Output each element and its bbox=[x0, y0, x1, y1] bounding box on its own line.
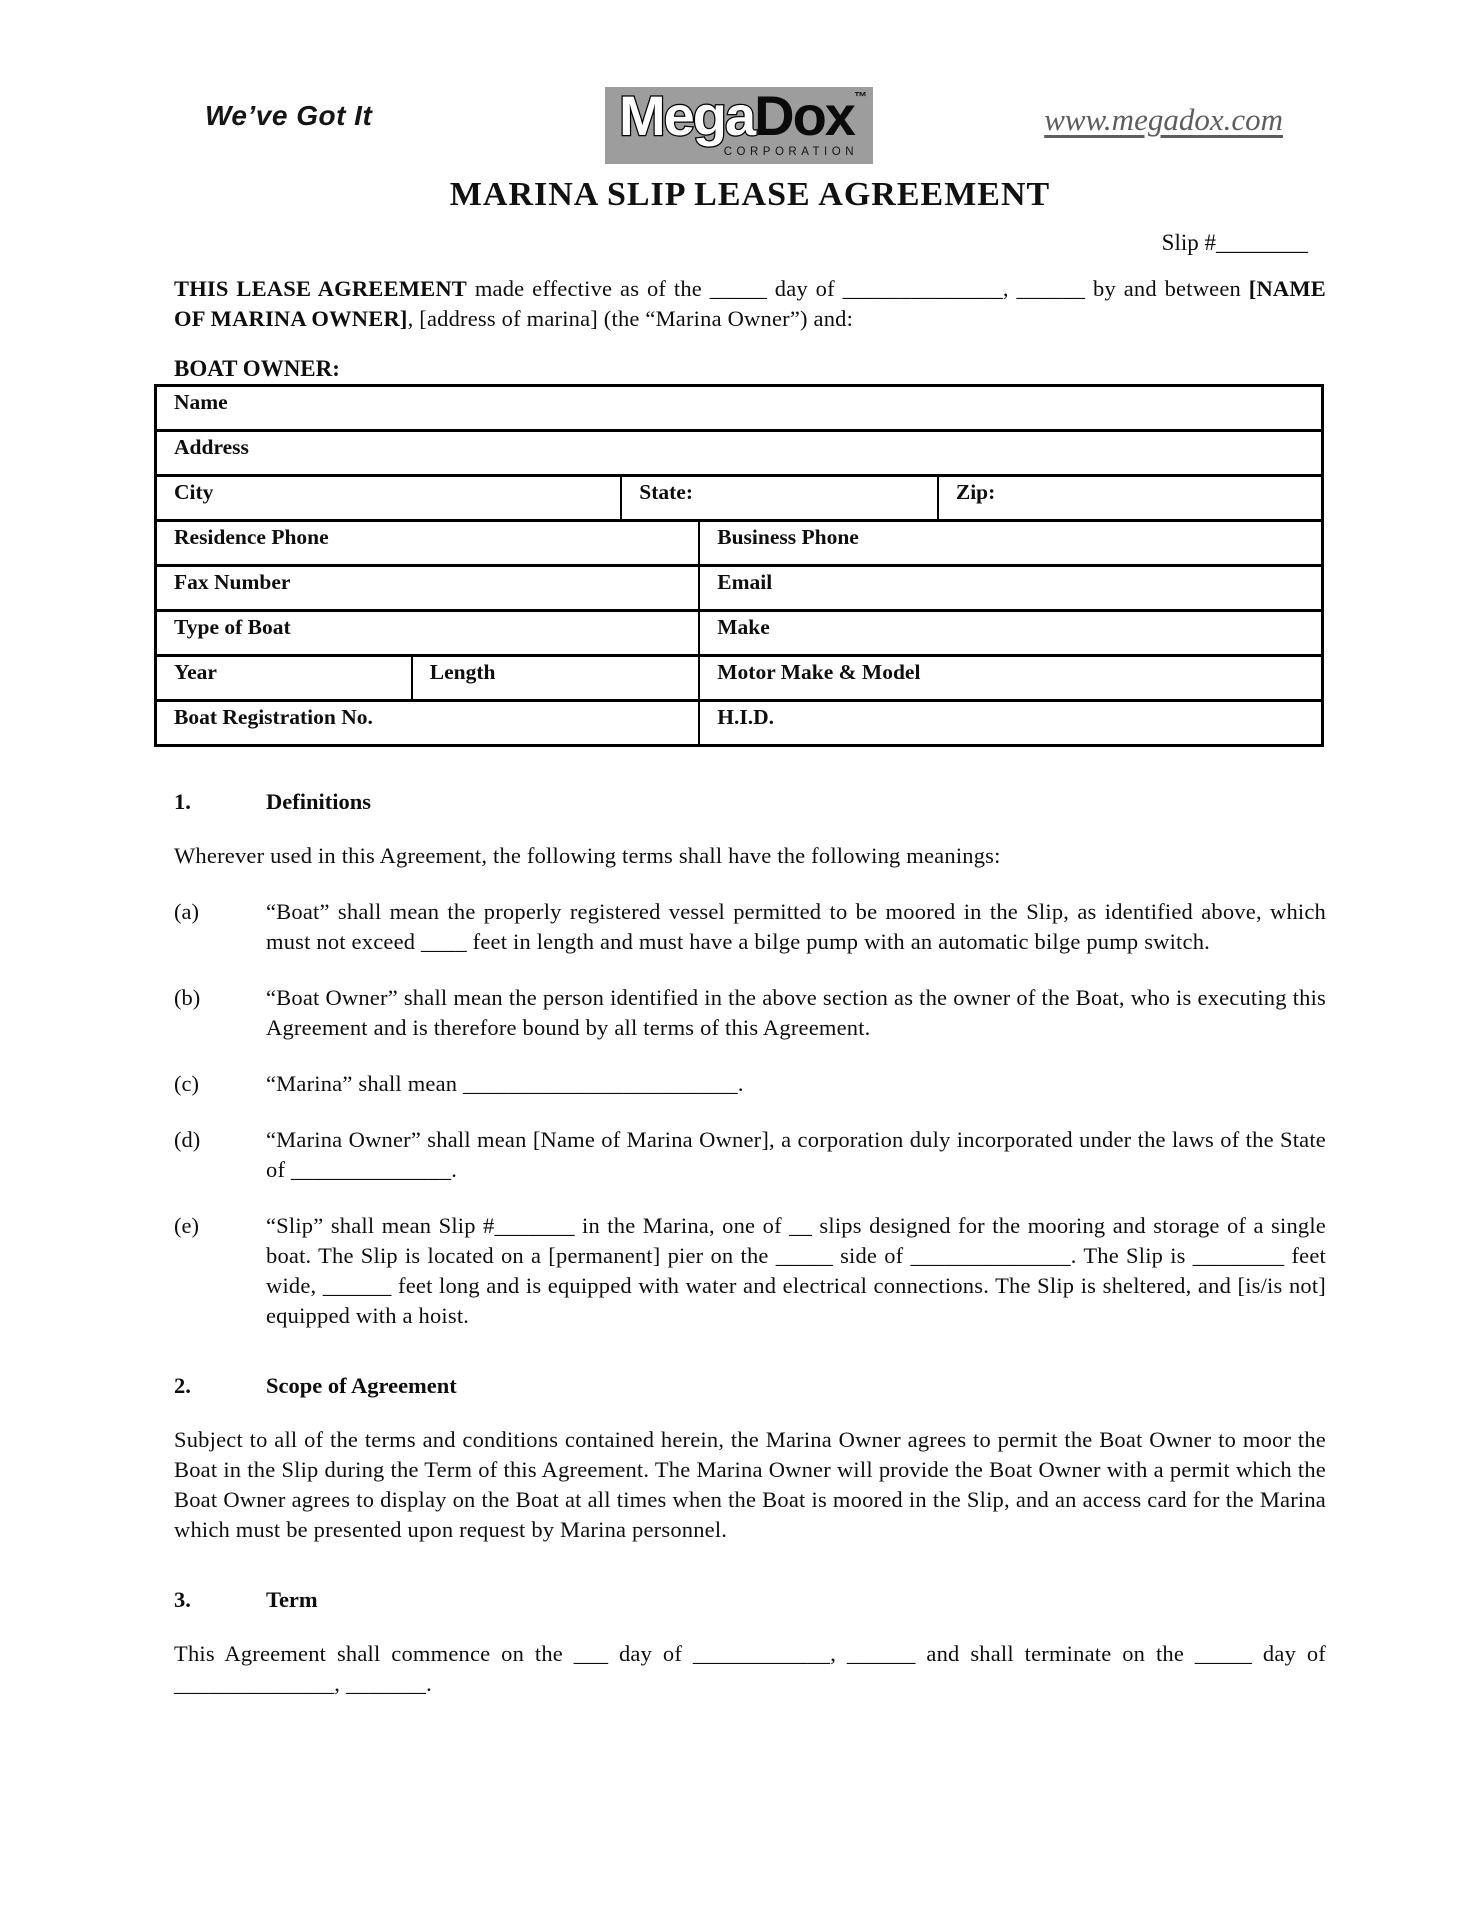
field-city-label: City bbox=[174, 480, 214, 504]
tagline: We’ve Got It bbox=[205, 100, 373, 131]
section-2-title: Scope of Agreement bbox=[266, 1373, 457, 1398]
definition-text-c: “Marina” shall mean ________________________. bbox=[266, 1071, 744, 1096]
field-year-label: Year bbox=[174, 660, 217, 684]
field-hid-label: H.I.D. bbox=[698, 702, 1321, 744]
definition-text-a: “Boat” shall mean the properly registered vessel permitted to be moored in the Slip, as identified above, which must not exceed ____ feet in length and must have a bilge pump with an automatic bilge pump switch. bbox=[266, 899, 1326, 954]
logo-dox-text: Dox bbox=[754, 84, 854, 147]
definition-label-c: (c) bbox=[174, 1071, 199, 1096]
logo-mega-text: Mega bbox=[619, 84, 755, 147]
field-zip-label: Zip: bbox=[937, 477, 1321, 519]
section-1-title: Definitions bbox=[266, 789, 372, 814]
table-row-name bbox=[157, 387, 1321, 429]
table-row-fax-email bbox=[157, 564, 1321, 609]
definition-item-d bbox=[174, 1125, 1326, 1185]
definition-item-b bbox=[174, 983, 1326, 1043]
intro-text-1: made effective as of the _____ day of ______________, ______ by and between bbox=[467, 276, 1249, 301]
field-make-label: Make bbox=[698, 612, 1321, 654]
document-title: MARINA SLIP LEASE AGREEMENT bbox=[449, 176, 1051, 213]
definition-label-a: (a) bbox=[174, 899, 199, 924]
slip-number-field: Slip #________ bbox=[1161, 230, 1308, 255]
intro-text-2: , [address of marina] (the “Marina Owner”) and: bbox=[407, 306, 854, 331]
megadox-logo bbox=[605, 84, 873, 164]
definition-label-d: (d) bbox=[174, 1127, 201, 1152]
field-state-label: State: bbox=[620, 477, 937, 519]
scope-paragraph: Subject to all of the terms and conditions contained herein, the Marina Owner agrees to permit the Boat Owner to moor the Boat in the Slip during the Term of this Agreement. The Marina Owner will provide the Boat Owner with a permit which the Boat Owner agrees to display on the Boat at all times when the Boat is moored in the Slip, and an access card for the Marina which must be presented upon request by Marina personnel. bbox=[174, 1427, 1326, 1542]
table-row-registration-hid bbox=[157, 699, 1321, 744]
field-address-label: Address bbox=[174, 435, 249, 459]
table-row-address bbox=[157, 429, 1321, 474]
boat-owner-table bbox=[154, 384, 1324, 747]
field-name-label: Name bbox=[174, 390, 228, 414]
field-business-phone-label: Business Phone bbox=[698, 522, 1321, 564]
section-2-heading bbox=[174, 1373, 1326, 1399]
website-url: www.megadox.com bbox=[1044, 102, 1283, 137]
definition-text-d: “Marina Owner” shall mean [Name of Marina Owner], a corporation duly incorporated under the laws of the State of ______________. bbox=[266, 1127, 1326, 1182]
definition-label-e: (e) bbox=[174, 1213, 199, 1238]
section-3-title: Term bbox=[266, 1587, 318, 1612]
field-residence-phone-label: Residence Phone bbox=[174, 525, 329, 549]
field-motor-make-model-label: Motor Make & Model bbox=[698, 657, 1321, 699]
table-row-phones bbox=[157, 519, 1321, 564]
definition-item-c bbox=[174, 1069, 1326, 1099]
trademark-symbol: ™ bbox=[853, 89, 867, 104]
table-row-city-state-zip bbox=[157, 474, 1321, 519]
definition-item-e bbox=[174, 1211, 1326, 1331]
field-fax-number-label: Fax Number bbox=[174, 570, 291, 594]
section-1-heading bbox=[174, 789, 1326, 815]
definition-label-b: (b) bbox=[174, 985, 201, 1010]
intro-bold-lease-agreement: THIS LEASE AGREEMENT bbox=[174, 276, 468, 301]
boat-owner-heading: BOAT OWNER: bbox=[174, 356, 340, 381]
table-row-year-length-motor bbox=[157, 654, 1321, 699]
intro-paragraph bbox=[174, 274, 1326, 334]
field-email-label: Email bbox=[698, 567, 1321, 609]
logo-wordmark bbox=[619, 83, 867, 148]
intro-bold-marina-owner: [NAME OF MARINA OWNER] bbox=[174, 276, 1326, 331]
section-1-number: 1. bbox=[174, 789, 191, 814]
section-3-number: 3. bbox=[174, 1587, 191, 1612]
field-length-label: Length bbox=[411, 657, 699, 699]
definition-item-a bbox=[174, 897, 1326, 957]
table-row-type-make bbox=[157, 609, 1321, 654]
document-content bbox=[0, 176, 1483, 1699]
field-type-of-boat-label: Type of Boat bbox=[174, 615, 291, 639]
section-2-number: 2. bbox=[174, 1373, 191, 1398]
definition-text-e: “Slip” shall mean Slip #_______ in the Marina, one of __ slips designed for the mooring and storage of a single boat. The Slip is located on a [permanent] pier on the _____ side of ______________. The Slip is ________ feet wide, ______ feet long and is equipped with water and electrical connections. The Slip is sheltered, and [is/is not] equipped with a hoist. bbox=[266, 1213, 1326, 1328]
logo-corporation-text: CORPORATION bbox=[723, 146, 858, 158]
definition-text-b: “Boat Owner” shall mean the person identified in the above section as the owner of the Boat, who is executing this Agreement and is therefore bound by all terms of this Agreement. bbox=[266, 985, 1326, 1040]
field-boat-registration-label: Boat Registration No. bbox=[174, 705, 373, 729]
definitions-lead-paragraph: Wherever used in this Agreement, the following terms shall have the following meanings: bbox=[174, 843, 1001, 868]
section-3-heading bbox=[174, 1587, 1326, 1613]
term-paragraph: This Agreement shall commence on the ___ day of ____________, ______ and shall terminate on the _____ day of ______________, _______. bbox=[174, 1641, 1326, 1696]
